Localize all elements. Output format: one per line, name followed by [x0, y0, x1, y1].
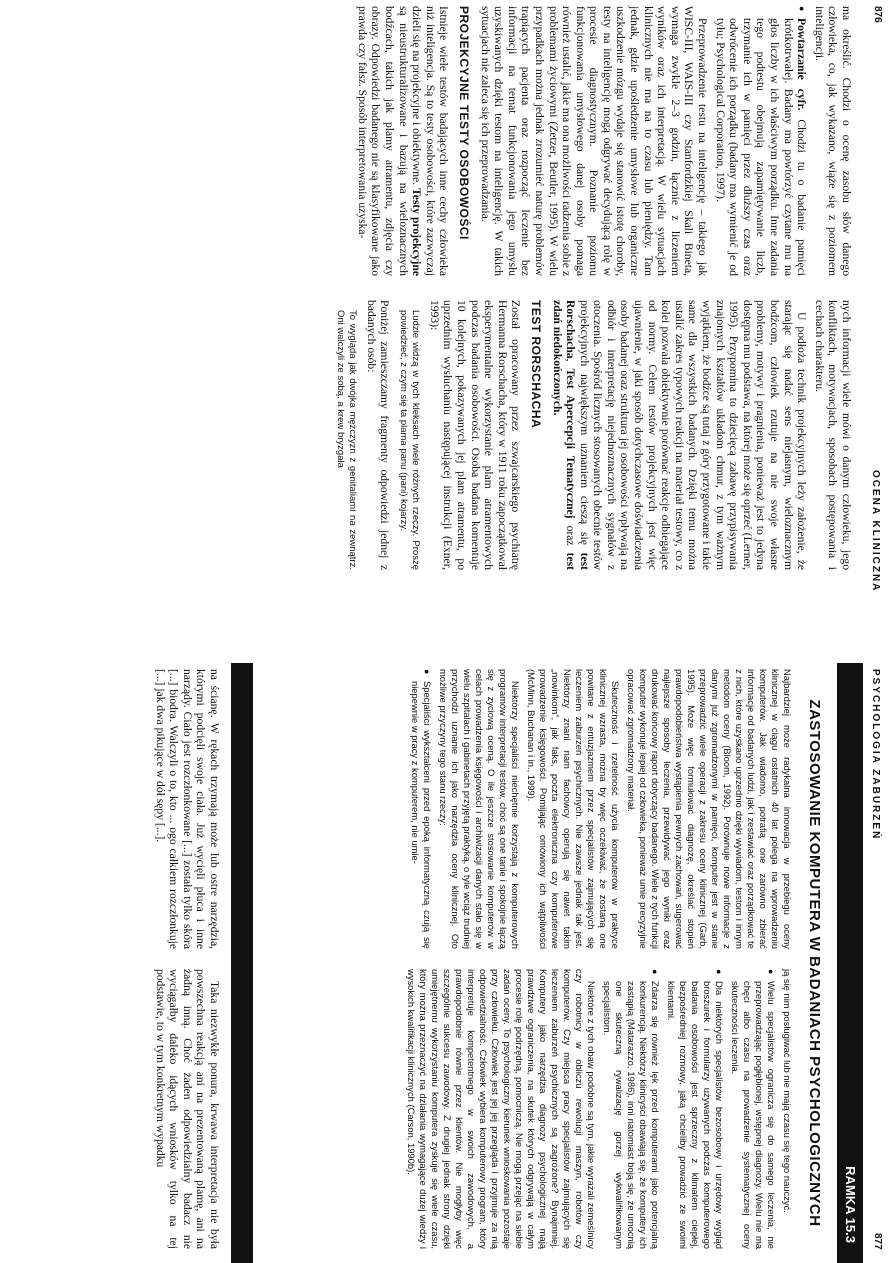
page-number: 876: [872, 6, 883, 23]
paragraph: Skuteczność i rzetelność użycia komputerów w praktyce klinicznej wzrasta, można by więc oczekiwać, że zostaną one powitane z entuzjazmem przez specjalistów zajmujących się leczeniem zaburzeń psychicznych. Nie zawsze jednak tak jest. Niektórzy znani nam fachowcy operują się nawet takim „nowinkom”, jak faks, poczta elektroniczna czy komputerowe prowadzenie księgowości. Pomijając omówiony ich wątpliwości (McMinn, Buchanan i in., 1999).: [526, 669, 621, 949]
bullet-item: [713, 6, 808, 276]
body-column-1: [149, 669, 221, 949]
left-column-1: [351, 6, 853, 276]
paragraph: Niektórzy specjaliści niechętnie korzystają z komputerowych programów interpretacji testów, choć są one tanie i spokojnie łączą się z zyciową oceną. O ile jeszcze stosowanie komputerów w celach prowadzenia księgowości i archiwizacji danych stało się w wielu szpitalach i gabinetach przyjętą praktyką, o tyle wciąż trudniej przychodzi uznanie ich jako narzędzia oceny klinicznej. Oto możliwe przyczyny tego stanu rzeczy:: [438, 669, 521, 949]
paragraph: Poniżej zamieszczamy fragmenty odpowiedzi jednej z badanych osób:: [364, 300, 392, 570]
body-column-2: [149, 969, 221, 1249]
term: test zdań niedokończonych.: [550, 300, 578, 570]
paragraph: Niektóre z tych obaw podobne są tym, jakie wyrażali zemeślnicy czy robotnicy w obliczu rewolucji maszyn, robotów czy komputerów. Czy miejsca pracy specjalistów zajmujących się leczeniem zaburzeń psychicznych są zagrożone? Bynajmniej. Komputery jako narzędzia diagnozy psychologicznej mają prawdziwe ograniczenia, na skutek których odgrywają w całym procesie rolę podrzędną, pomocniczą. Nie mogą przejąć na siebie zadań oceny. To psychologiczny kierunek wnioskowania pozostaje przy człowieku. Człowiek jest jej jej przegląda i przyjmuje za nią odpowiedzialność. Człowiek wybiera komputerowy program, który interpretuje kompetentnego w swoich zawodowych, a prawdopodobnie równie przez klientów. Nie mogłyby więc szczególnie sukcesu zawodowy. Z drugiej jednak strony dzięki umiejętnemu wykorzystaniu komputera zyskuje się wiele czasu, który można przeznaczyć na działania wymagające dużej wiedzy i wysokich kwalifikacji klinicznych (Carson, 1990b).: [406, 969, 597, 1249]
paragraph: Został opracowany przez szwajcarskiego psychiatrę Hermanna Rorschacha, który w 1911 roku zapoczątkował eksperymentalne wykorzystanie plam atramentowych podczas badania osobowości. Osoba badana komentuje 10 kolejnych, pokazywanych jej plam atramentu, po uprzednim wysłuchaniu następującej instrukcji (Exner, 1993):: [427, 300, 523, 570]
running-head: PSYCHOLOGIA ZABURZEŃ: [870, 669, 881, 841]
paragraph: ma określić. Chodzi o ocenę zasobu słów danego człowieka, co, jak wykazano, wiąże się z poziomem inteligencji.: [812, 6, 853, 276]
paragraph: [355, 6, 450, 276]
right-page: [0, 663, 893, 1263]
bullet-term: Powtarzanie cyfr.: [795, 18, 809, 111]
paragraph: nych informacji wiele mówi o danym człowieku, jego konfliktach, motywacjach, sposobach postępowania i cechach charakteru.: [812, 300, 853, 570]
paragraph: ją się nim posługiwać lub nie mają czasu się tego nauczyć.: [782, 969, 793, 1213]
quote: Ludzie widzą w tych kleksach wiele różnych rzeczy. Proszę powiedzieć, z czym się ta plama panu (pani) kojarzy.: [398, 310, 422, 570]
paragraph: na ścianę. W rękach trzymają może lub ostre narzędzia, którymi podcięli swoje ciała. Już wycięli płuca i inne narządy. Ciało jest rozczłonkowane [...] została tylko skóra [...] biodra. Walczyli o to, kto ... ogo całkiem rozczłonkuje [...] jak dwa pikujące w dół sępy [...].: [153, 669, 221, 949]
paragraph: Taka niezwykłe ponura, krwawa interpretacja nie była powszechna reakcją ani na prezentowaną plamę, ani na żadną inną. Choć żaden odpowiedzialny badacz nie wyciągałby daleko idących wniosków tylko na tej podstawie, to w tym konkretnym wypadku: [153, 969, 221, 1249]
text-run: są nieustrukturalizowane i bazują na wieloznacznych bodźcach, takich jak plamy atramentu, zdjęcia czy obrazy. Odpowiedzi badanego nie są klasyfikowane jako prawda czy fałsz. Sposób interpretowania uzyska-: [355, 6, 410, 276]
box-column-2: [401, 969, 793, 1249]
text-run: oraz: [564, 518, 578, 553]
section-heading: TEST RORSCHACHA: [528, 300, 543, 429]
box-title: ZASTOSOWANIE KOMPUTERA W BADANIACH PSYCHOLOGICZNYCH: [806, 699, 823, 1227]
box-header-bar: [837, 663, 863, 1263]
bullet-text: Chodzi tu o badanie pamięci krótkotrwałej. Badany ma powtórzyć czytane mu na głos liczby w ich właściwym porządku. Inne zadania tego podtestu obejmują zapamiętywanie liczb, trzymanie ich w pamięci przez dłuższy czas oraz odwrócenie ich porządku (badany ma wymienić je od tyłu; Psychological Corporation, 1997).: [713, 18, 809, 277]
left-page: [0, 0, 893, 600]
running-head: OCENA KLINICZNA: [870, 470, 881, 593]
quote: To wygląda jak dwójka mężczyzn z genitaliami na zewnątrz. Oni walczyli ze sobą, a krew bryzgała: [335, 310, 358, 570]
bullet-item: ● Specjaliści wykształceni przed epoką informatyczną czują się niepewnie w pracy z komputerem, nie umie-: [409, 669, 433, 949]
page-number: 877: [872, 1233, 883, 1250]
box-label: RAMKA 15.3: [843, 1166, 858, 1243]
bullet-item: ● Wielu specjalistów ogranicza się do samego leczenia, nie przeprowadzając pogłębionej, wstępnej diagnozy. Wielu nie ma chęci albo czasu na prowadzenie systematycznej oceny skuteczności leczenia.: [729, 969, 777, 1249]
left-column-2: [328, 300, 853, 570]
term: test Rorschacha: [564, 300, 591, 570]
section-heading: PROJEKCYJNE TESTY OSOBOWOŚCI: [456, 6, 471, 240]
box-column-1: [405, 669, 793, 949]
bullet-item: ● Zdarza się również lęk przed komputerami jako potencjalną konkurencją. Niektórzy klinicyści obawiają się, że komputery ich zastąpią (Matarazzo, 1986), inni natomiast boją się, że umocnią one skuteczną rywalizację gorzej wykwalifikowanym specjalistom.: [601, 969, 661, 1249]
paragraph: [550, 300, 808, 570]
text-run: Istnieje wiele testów badających inne cechy człowieka niż inteligencja. Są to testy osobowości, które zazwyczaj dzieli się na projekcyjne i obiektywne.: [410, 6, 451, 276]
term: Testy projekcyjne: [410, 188, 424, 277]
paragraph: Przeprowadzenie testu na inteligencję – takiego jak WISC-III, WAIS-III czy Stanfordzkiej Skali Bineta, wymaga zwykle 2–3 godzin, łącznie z liczeniem wyników oraz ich interpretacją. W wielu sytuacjach klinicznych nie ma na to czasu lub pieniędzy. Tam jednak, gdzie upośledzenie umysłowe lub organiczne uszkodzenie mózgu wydaje się stanowić istotę choroby, testy na inteligencję mogą odgrywać decydującą rolę w procesie diagnostycznym. Poznanie poziomu funkcjonowania umysłowego danej osoby pomaga również ustalić, jakie ma ona możliwości radzenia sobie z problemami życiowymi (Zetzer, Beutler, 1995). W wielu przypadkach można jednak zrozumieć naturę problemów trapiących pacjenta oraz rozpocząć leczenie bez informacji na temat funkcjonowania jego umysłu uzyskiwanych dzięki testom na inteligencję. W takich sytuacjach nie zaleca się ich przeprowadzania.: [478, 6, 710, 276]
text-run: ,: [564, 358, 578, 369]
text-run: U podłoża technik projekcyjnych leży założenie, że starając się nadać sens niejasnym, wieloznacznym bodźcom, człowiek rzutuje na nie swoje własne problemy, motywy i pragnienia, ponieważ jest to jedyna dostępna mu podstawa, na której może się oprzeć (Lerner, 1995). Przypomina to dziecięcą zabawę przypisywania znajomych kształtów układom chmur, z tym ważnym wyjątkiem, że bodźce są tutaj z góry przygotowane i takie same dla wszystkich badanych. Dzięki temu można ustalić zakres typowych reakcji na materiał testowy, co z kolei pozwala obiektywnie porównać reakcje odbiegające od normy. Celem testów projekcyjnych jest więc ujawnienie, w jaki sposób dotychczasowe doświadczenia osoby badanej oraz struktura jej osobowości wpływają na odbiór i interpretację niejednoznacznych sygnałów z otoczenia. Spośród licznych stosowanych obecnie testów projekcyjnych największym uznaniem cieszą się: [577, 300, 809, 570]
paragraph: Najbardziej może radykalna innowacja w przebiegu oceny klinicznej w ciągu ostatnich 40 lat polega na wprowadzeniu komputerów. Jak wiadomo, potrafią one zarówno zbierać informacje od badanych ludzi, jak i zestawiać oraz porządkować te z nich, które uzyskano uprzednio dzięki wywiadom, testom i innym metodom oceny (Bloom, 1992). Porównuje nowe informacje z danymi już zgromadzonymi w pamięci, komputer jest w stanie przeprowadzić wiele operacji z zakresu oceny klinicznej (Garb, 1995). Może więc formułować diagnozę, określać stopień prawdopodobieństwa wystąpienia pewnych zachowań, sugerować najlepsze sposoby leczenia, przewidywać jego wyniki oraz drukować końcowy raport dotyczący badanego. Wiele z tych funkcji komputer wykonuje lepiej od człowieka, ponieważ umie precyzyjnie opracować zgromadzony materiał.: [626, 669, 793, 949]
bullet-item: ● Dla niektórych specjalistów bezosobowy i urzędowy wygląd broszurek i formularzy używanych podczas komputerowego badania osobowości jest sprzeczny z klimatem ciepłej, bezpośredniej rozmowy, jaką chcieliby prowadzić ze swoimi klientami.: [665, 969, 725, 1249]
box-footer-bar: [231, 663, 253, 1263]
term: Test Apercepcji Tematycznej: [564, 368, 578, 519]
